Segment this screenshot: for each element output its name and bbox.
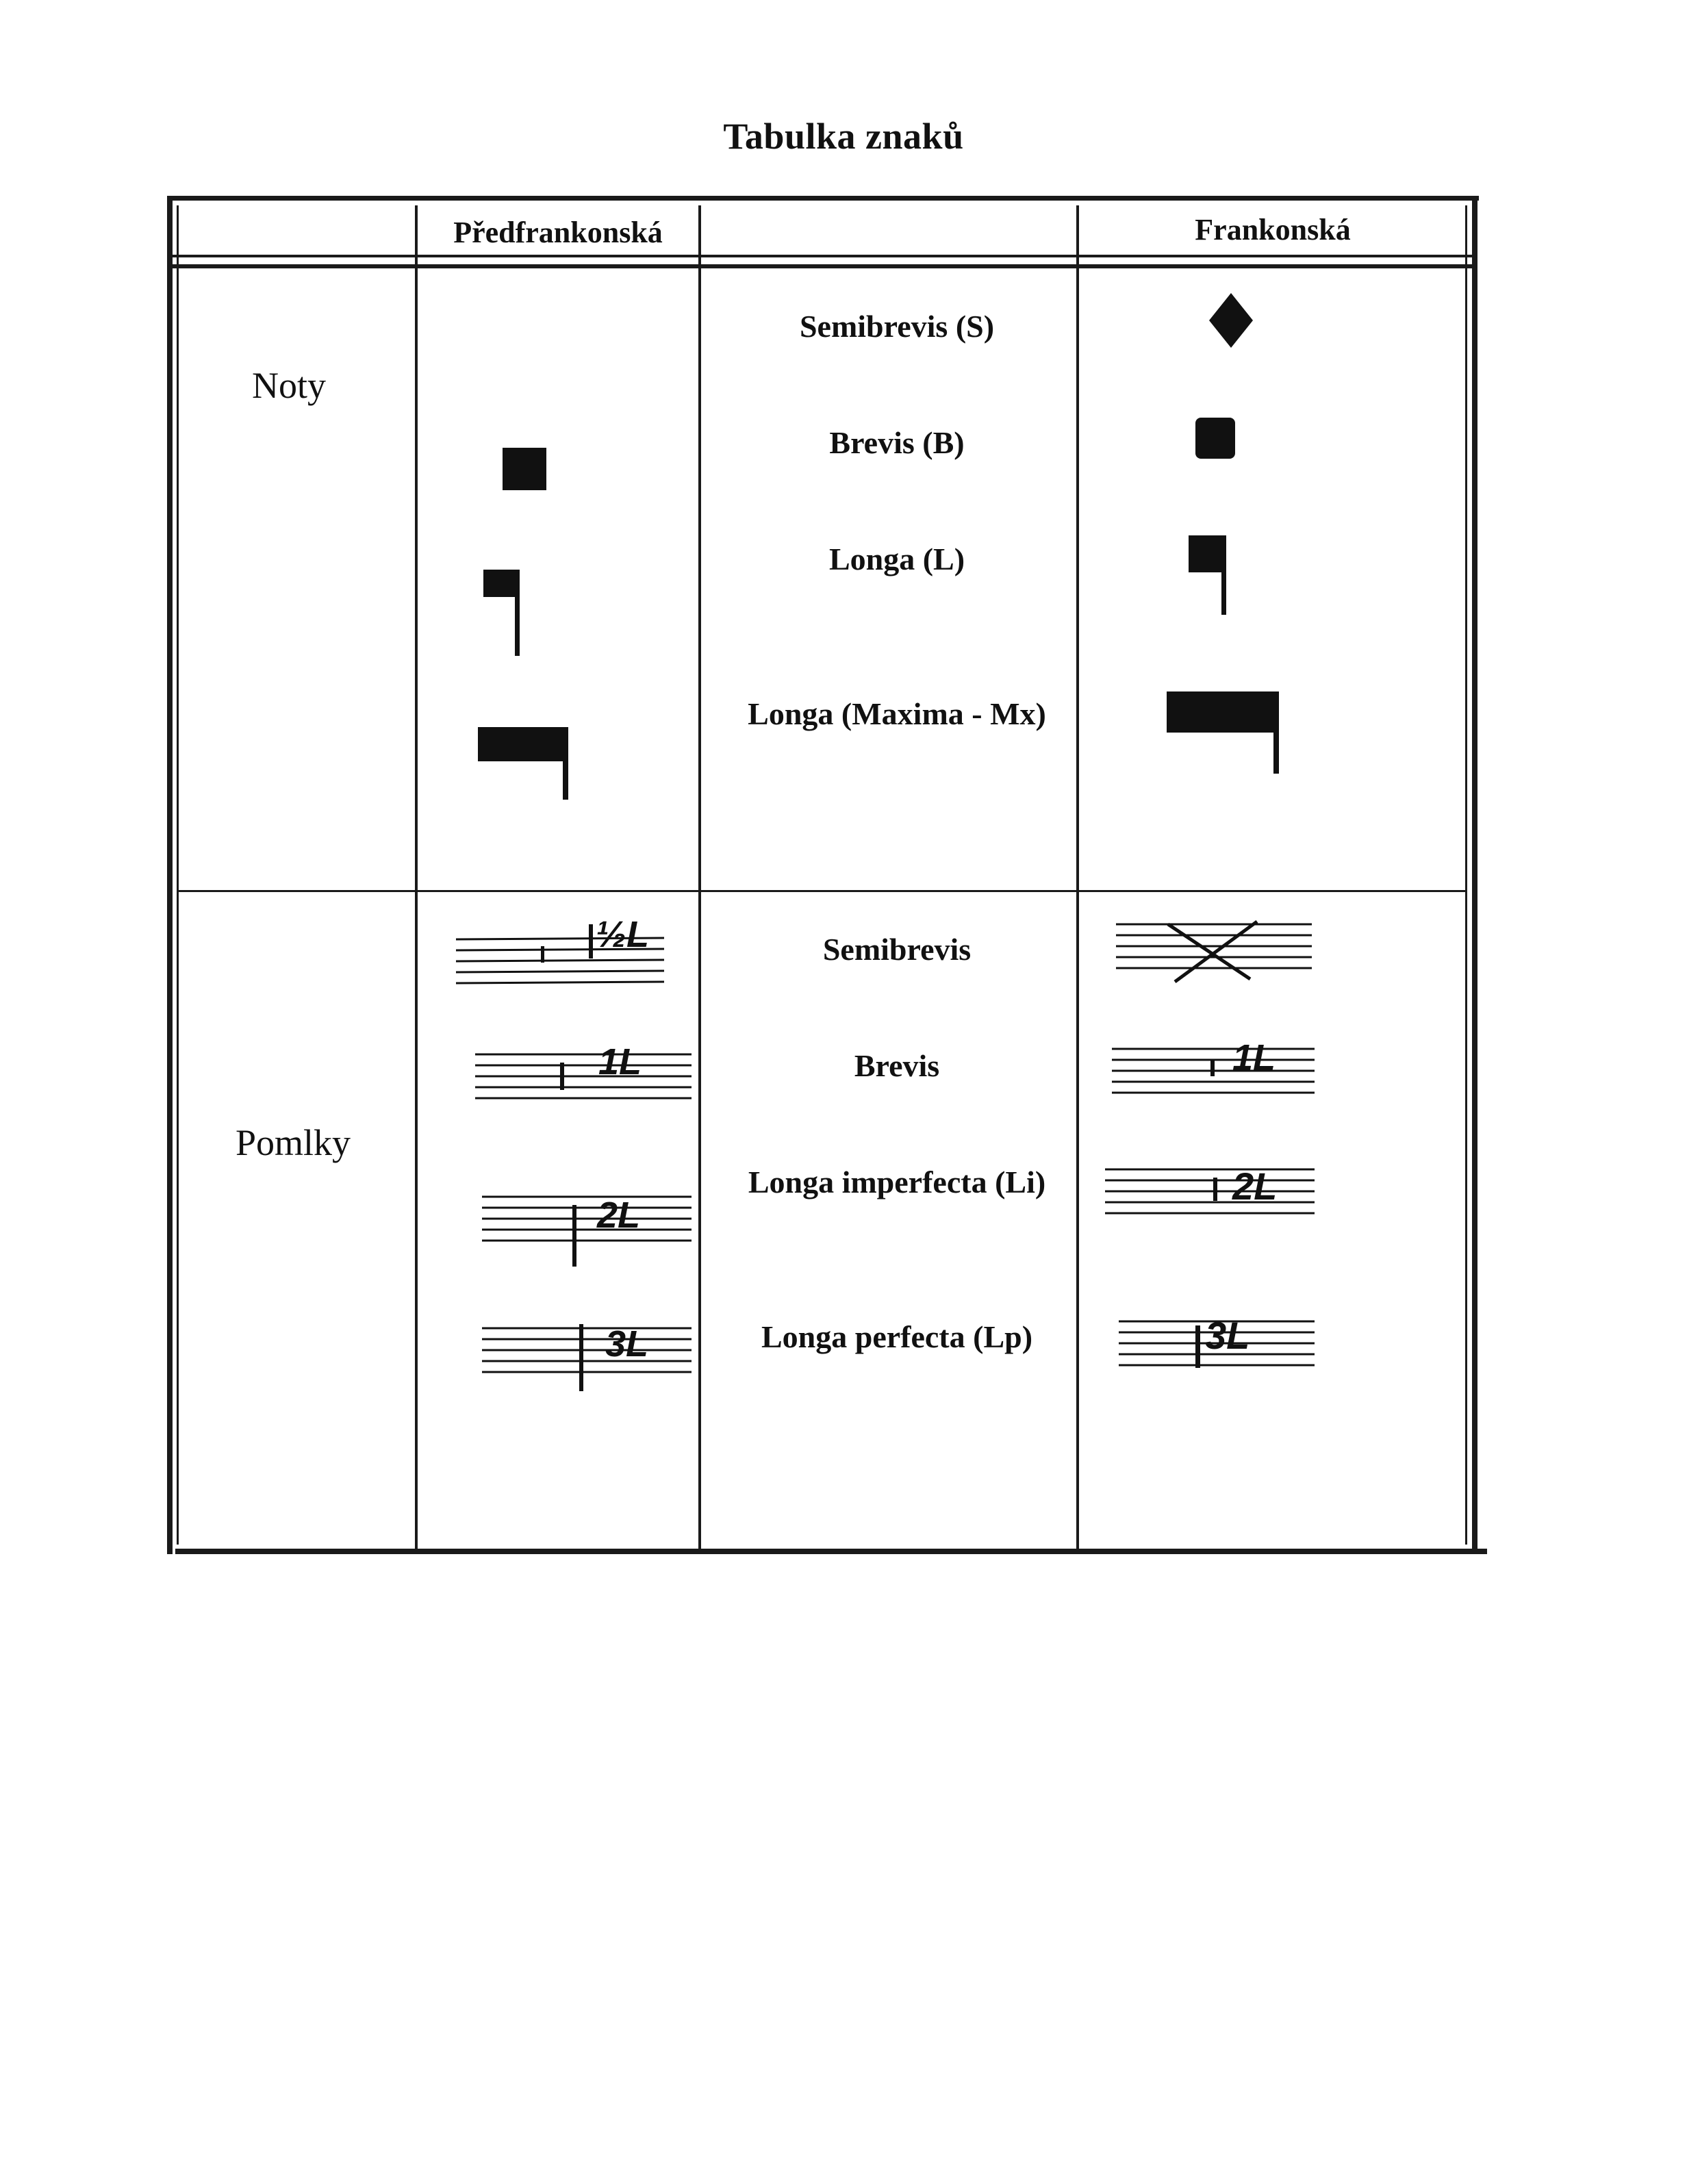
pre-rest-longa-perfecta-staff [479, 1315, 698, 1404]
rest-name-semibrevis: Semibrevis [822, 932, 972, 967]
pre-rest-semibrevis-mark: ½L [596, 914, 650, 955]
fr-longa-icon [1184, 531, 1239, 620]
pre-rest-longa-imperfecta-mark: 2L [597, 1195, 641, 1236]
fr-rest-longa-imperfecta-mark: 2L [1232, 1165, 1278, 1208]
fr-rest-longa-perfecta-mark: 3L [1205, 1314, 1250, 1357]
header-prefranconian: Předfrankonská [453, 216, 663, 249]
table-inner-left [177, 205, 179, 1545]
table-border-top [167, 196, 1479, 201]
pre-rest-longa-perfecta-mark: 3L [605, 1323, 649, 1364]
col-divider-2 [698, 205, 701, 1550]
row-label-notes: Noty [252, 365, 326, 406]
header-rule-2 [173, 264, 1473, 268]
note-name-maxima: Longa (Maxima - Mx) [748, 696, 1046, 731]
table-border-left [167, 196, 173, 1554]
note-name-brevis: Brevis (B) [829, 425, 965, 460]
row-divider [177, 890, 1467, 892]
fr-brevis-icon [1191, 415, 1246, 470]
fr-semibrevis-icon [1205, 290, 1260, 352]
header-rule-1 [173, 255, 1473, 257]
col-divider-1 [415, 205, 418, 1550]
rest-name-longa-imperfecta: Longa imperfecta (Li) [748, 1165, 1046, 1199]
pre-rest-longa-imperfecta-staff [479, 1191, 698, 1280]
pre-rest-brevis-staff [472, 1047, 698, 1137]
rest-name-longa-perfecta: Longa perfecta (Lp) [761, 1319, 1033, 1354]
row-label-rests: Pomlky [236, 1122, 351, 1163]
fr-rest-brevis-mark: 1L [1232, 1037, 1276, 1078]
note-name-longa: Longa (L) [828, 542, 965, 576]
pre-longa-icon [479, 566, 534, 661]
table-border-bottom [175, 1549, 1487, 1554]
fr-rest-brevis-staff [1109, 1043, 1321, 1132]
page-title: Tabulka znaků [723, 116, 964, 157]
pre-maxima-icon [475, 720, 578, 802]
fr-rest-semibrevis-staff [1113, 911, 1319, 1000]
pre-brevis-icon [500, 445, 555, 500]
table-border-right [1472, 196, 1477, 1554]
rest-name-brevis: Brevis [854, 1048, 940, 1083]
header-franconian: Frankonská [1195, 213, 1351, 246]
note-name-semibrevis: Semibrevis (S) [799, 309, 995, 344]
pre-rest-brevis-mark: 1L [598, 1041, 642, 1082]
fr-maxima-icon [1164, 685, 1287, 780]
table-inner-right [1465, 205, 1467, 1545]
fr-rest-longa-imperfecta-staff [1102, 1164, 1321, 1253]
